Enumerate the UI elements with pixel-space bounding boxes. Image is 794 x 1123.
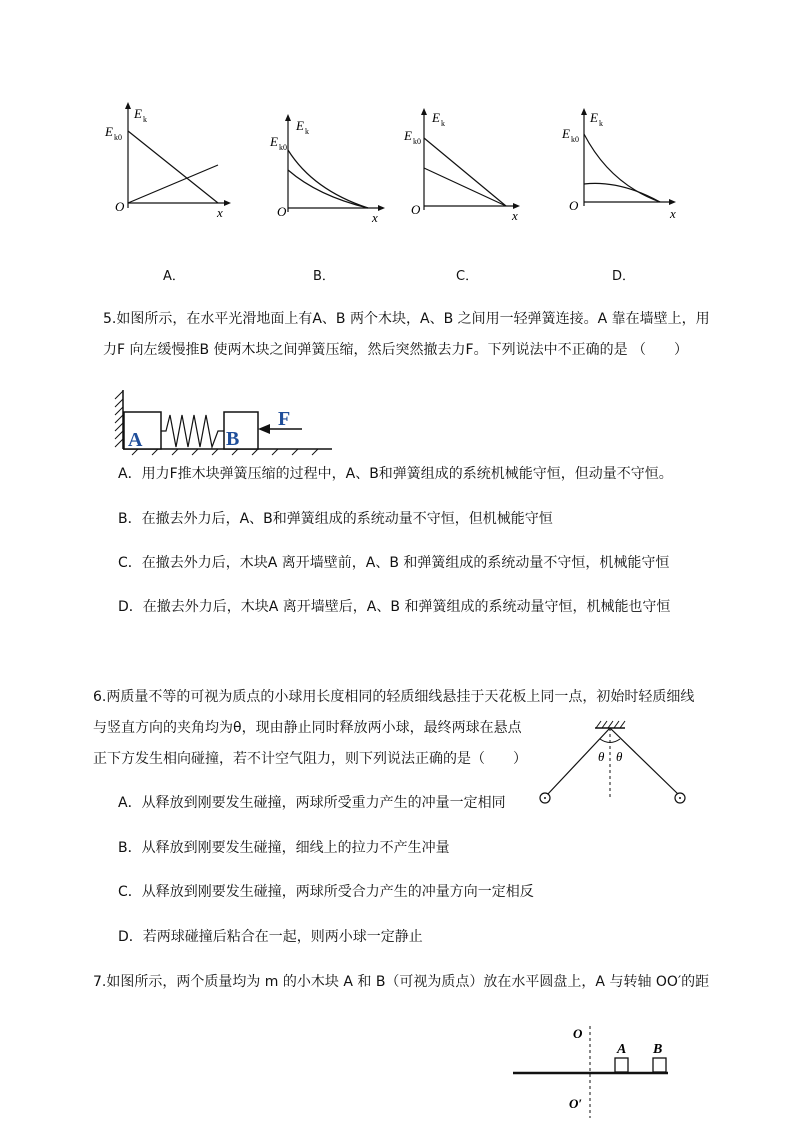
graph-d-ysub: k [599, 119, 603, 128]
graph-b-ysub: k [305, 127, 309, 136]
graph-d-y0: E [562, 126, 570, 141]
graph-a [100, 98, 240, 228]
graph-b-xlabel: x [372, 210, 378, 225]
graph-d [560, 104, 685, 228]
q7-stem-line1: 7.如图所示，两个质量均为 m 的小木块 A 和 B（可视为质点）放在水平圆盘上，A 与转轴 OO′的距 [93, 974, 710, 990]
graph-b [268, 110, 393, 230]
q6-option-d[interactable]: D．若两球碰撞后粘合在一起，则两小球一定静止 [118, 929, 423, 945]
graph-b-ylabel: E [296, 118, 304, 133]
graph-b-y0sub: k0 [279, 143, 287, 152]
graph-c-ylabel: E [432, 110, 440, 125]
q5-stem-line1: 5.如图所示，在水平光滑地面上有A、B 两个木块，A、B 之间用一轻弹簧连接。A 靠在墙壁上，用 [103, 311, 710, 327]
graph-a-ylabel: E [134, 106, 142, 121]
q6-option-a[interactable]: A．从释放到刚要发生碰撞，两球所受重力产生的冲量一定相同 [118, 795, 506, 811]
q6-stem-line2: 与竖直方向的夹角均为θ，现由静止同时释放两小球，最终两球在悬点 [93, 720, 522, 736]
q6-figure [530, 718, 695, 813]
graph-c [402, 104, 527, 228]
q7-figure [505, 1018, 685, 1118]
q7-axis-top: O [573, 1026, 583, 1041]
option-label-c[interactable]: C． [456, 269, 479, 284]
option-label-d[interactable]: D． [612, 269, 636, 284]
q5-option-b[interactable]: B．在撤去外力后，A、B和弹簧组成的系统动量不守恒，但机械能守恒 [118, 511, 553, 527]
graph-d-ylabel: E [590, 110, 598, 125]
graph-a-origin: O [115, 199, 125, 214]
q6-stem-line3: 正下方发生相向碰撞，若不计空气阻力，则下列说法正确的是（ ） [93, 751, 527, 767]
graph-d-origin: O [569, 198, 579, 213]
q5-figure-svg [112, 385, 337, 460]
q7-figure-svg [505, 1018, 685, 1118]
option-label-b[interactable]: B． [313, 269, 335, 284]
q5-force-label: F [278, 408, 291, 430]
q6-angle-left: θ [598, 749, 605, 764]
q7-block-b-label: B [653, 1042, 663, 1057]
graph-c-origin: O [411, 202, 421, 217]
graph-b-y0: E [270, 134, 278, 149]
graph-d-svg [560, 104, 685, 228]
graph-d-xlabel: x [670, 206, 676, 221]
q5-stem-line2: 力F 向左缓慢推B 使两木块之间弹簧压缩，然后突然撤去力F。下列说法中不正确的是 （ ） [103, 342, 689, 358]
graph-a-ysub: k [143, 115, 147, 124]
graph-b-svg [268, 110, 393, 230]
q6-figure-svg [530, 718, 695, 813]
q6-angle-right: θ [616, 749, 623, 764]
q5-option-d[interactable]: D．在撤去外力后，木块A 离开墙壁后，A、B 和弹簧组成的系统动量守恒，机械能也守恒 [118, 599, 671, 615]
q5-option-c[interactable]: C．在撤去外力后，木块A 离开墙壁前，A、B 和弹簧组成的系统动量不守恒，机械能守恒 [118, 555, 670, 571]
q6-stem-line1: 6.两质量不等的可视为质点的小球用长度相同的轻质细线悬挂于天花板上同一点，初始时轻质细线 [93, 689, 695, 705]
graph-a-svg [100, 98, 240, 228]
q7-axis-bottom: O′ [569, 1096, 583, 1111]
graph-c-y0sub: k0 [413, 137, 421, 146]
q5-block-b-label: B [226, 428, 240, 450]
graph-a-y0: E [105, 124, 113, 139]
q5-block-a-label: A [128, 429, 143, 451]
graph-c-svg [402, 104, 527, 228]
graph-a-y0sub: k0 [114, 133, 122, 142]
graph-c-xlabel: x [512, 208, 518, 223]
q5-figure [112, 385, 337, 460]
graph-c-ysub: k [441, 119, 445, 128]
graph-b-origin: O [277, 204, 287, 219]
graph-a-xlabel: x [217, 205, 223, 220]
q7-block-a-label: A [617, 1042, 627, 1057]
q6-option-c[interactable]: C．从释放到刚要发生碰撞，两球所受合力产生的冲量方向一定相反 [118, 884, 534, 900]
option-label-a[interactable]: A． [163, 269, 185, 284]
q5-option-a[interactable]: A．用力F推木块弹簧压缩的过程中，A、B和弹簧组成的系统机械能守恒，但动量不守恒。 [118, 466, 673, 482]
graph-c-y0: E [404, 128, 412, 143]
graph-d-y0sub: k0 [571, 135, 579, 144]
q6-option-b[interactable]: B．从释放到刚要发生碰撞，细线上的拉力不产生冲量 [118, 840, 450, 856]
